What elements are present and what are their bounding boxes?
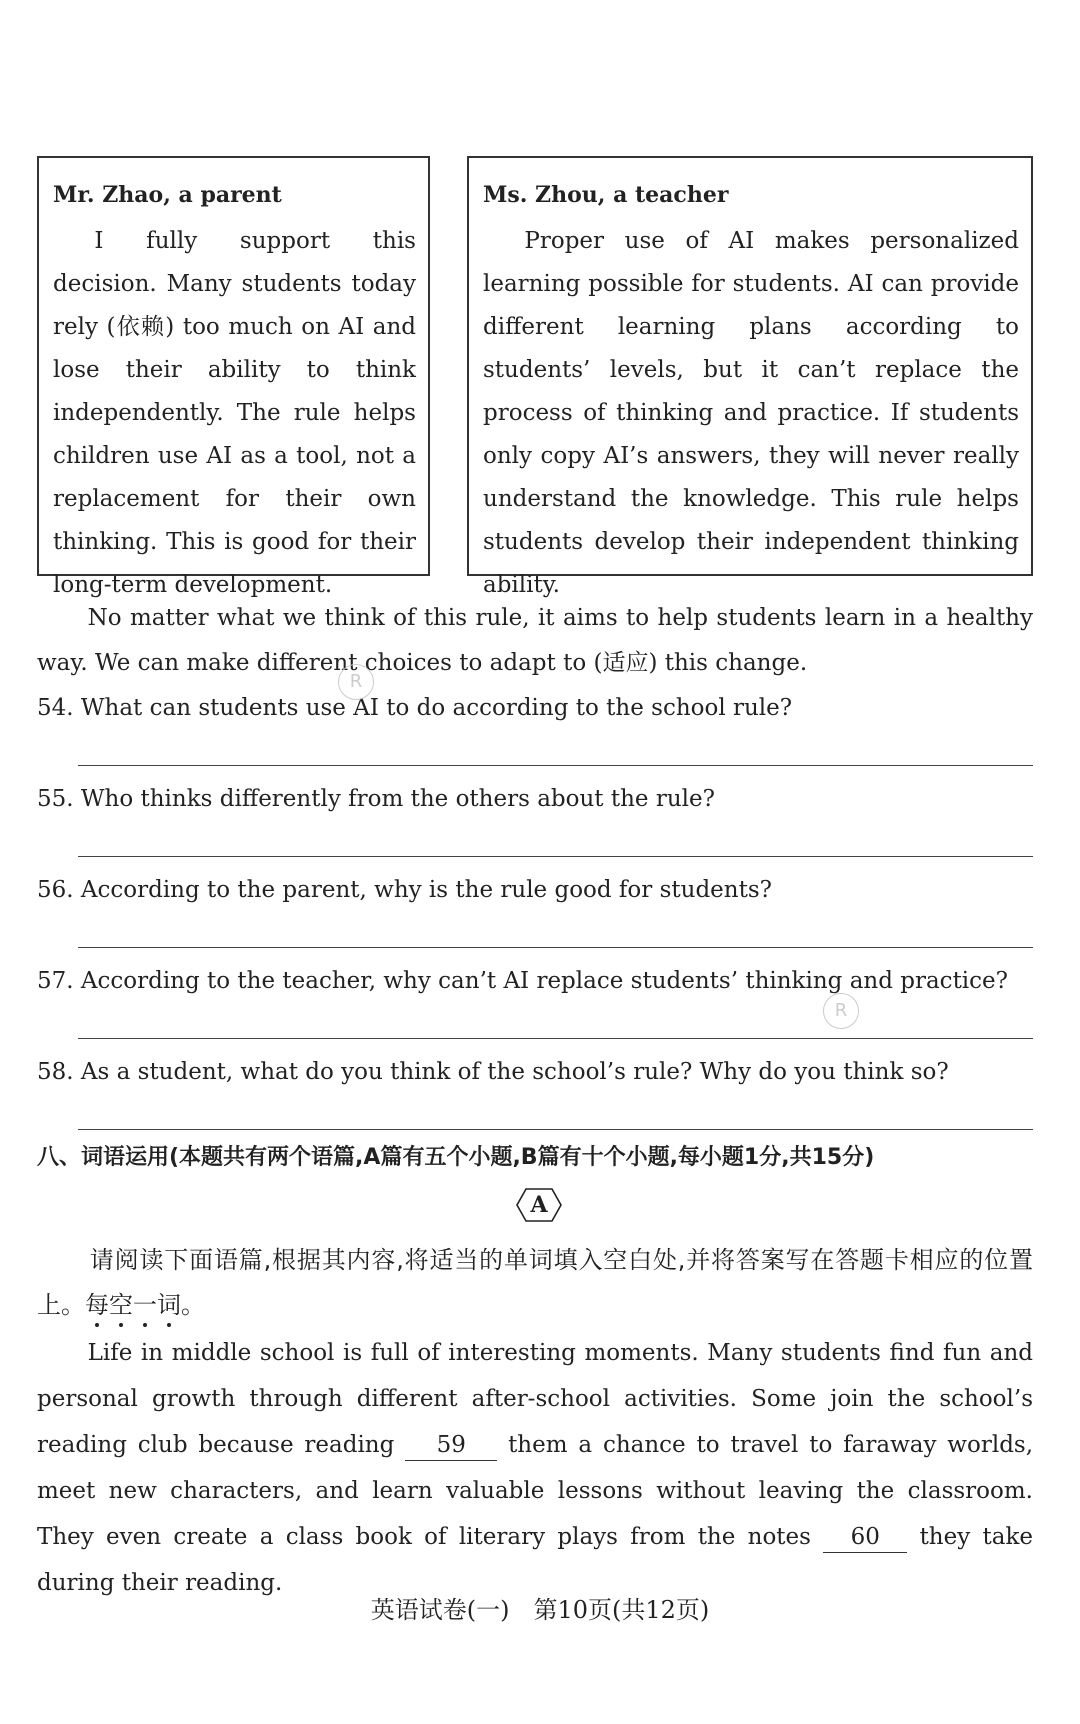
watermark-logo: R — [338, 664, 374, 700]
emphasized-character: 一 — [133, 1291, 157, 1319]
emphasis-each-blank-one-word — [85, 1291, 181, 1319]
passage-a — [37, 1330, 1033, 1606]
page-footer: 英语试卷(一) 第10页(共12页) — [370, 1596, 710, 1624]
answer-line-54[interactable] — [78, 765, 1033, 766]
parent-opinion-title: Mr. Zhao, a parent — [53, 182, 282, 208]
parent-opinion-text: I fully support this decision. Many students today rely (依赖) too much on AI and lose their ability to think independently. The rule helps children use AI as a tool, not a replacement for their own thinking. This is good for their long-term development. — [53, 228, 416, 598]
answer-line-58[interactable] — [78, 1129, 1033, 1130]
question-54: 54. What can students use AI to do according to the school rule? — [37, 695, 793, 721]
question-56: 56. According to the parent, why is the rule good for students? — [37, 877, 772, 903]
teacher-opinion-title: Ms. Zhou, a teacher — [483, 182, 729, 208]
teacher-opinion-box — [467, 156, 1033, 598]
part-a-label — [516, 1188, 562, 1222]
parent-opinion-box — [37, 156, 430, 598]
answer-line-57[interactable] — [78, 1038, 1033, 1039]
passage-text-1: Life in middle school is full of interesting moments. Many students find fun and personal growth through different after-school activities. Some join the school’s reading club because reading — [37, 1340, 1033, 1458]
part-a-letter: A — [530, 1192, 548, 1218]
passage-text-3: they take during their reading. — [37, 1524, 1034, 1596]
teacher-opinion-text: Proper use of AI makes personalized learning possible for students. AI can provide different learning plans according to students’ levels, but it can’t replace the process of thinking and practice. If students only copy AI’s answers, they will never really understand the knowledge. This rule helps students develop their independent thinking ability. — [483, 228, 1019, 598]
instruction-paragraph — [37, 1238, 1033, 1328]
emphasized-character: 每 — [85, 1291, 109, 1319]
question-58: 58. As a student, what do you think of the school’s rule? Why do you think so? — [37, 1059, 949, 1085]
conclusion-paragraph: No matter what we think of this rule, it aims to help students learn in a healthy way. We can make different choices to adapt to (适应) this change. — [37, 605, 1033, 676]
answer-line-55[interactable] — [78, 856, 1033, 857]
instruction-text: 请阅读下面语篇,根据其内容,将适当的单词填入空白处,并将答案写在答题卡相应的位置上。 — [37, 1246, 1033, 1319]
section-heading: 八、词语运用(本题共有两个语篇,A篇有五个小题,B篇有十个小题,每小题1分,共15分) — [37, 1145, 875, 1170]
emphasized-character: 词 — [157, 1291, 181, 1319]
blank-60[interactable]: 60 — [823, 1522, 907, 1553]
answer-line-56[interactable] — [78, 947, 1033, 948]
watermark-logo: R — [823, 993, 859, 1029]
question-57: 57. According to the teacher, why can’t AI replace students’ thinking and practice? — [37, 968, 1008, 994]
emphasized-character: 空 — [109, 1291, 133, 1319]
question-55: 55. Who thinks differently from the others about the rule? — [37, 786, 715, 812]
blank-59[interactable]: 59 — [405, 1430, 497, 1461]
instruction-end: 。 — [181, 1291, 205, 1319]
passage-text-2: them a chance to travel to faraway worlds, meet new characters, and learn valuable lessons without leaving the classroom. They even create a class book of literary plays from the notes — [37, 1432, 1034, 1550]
